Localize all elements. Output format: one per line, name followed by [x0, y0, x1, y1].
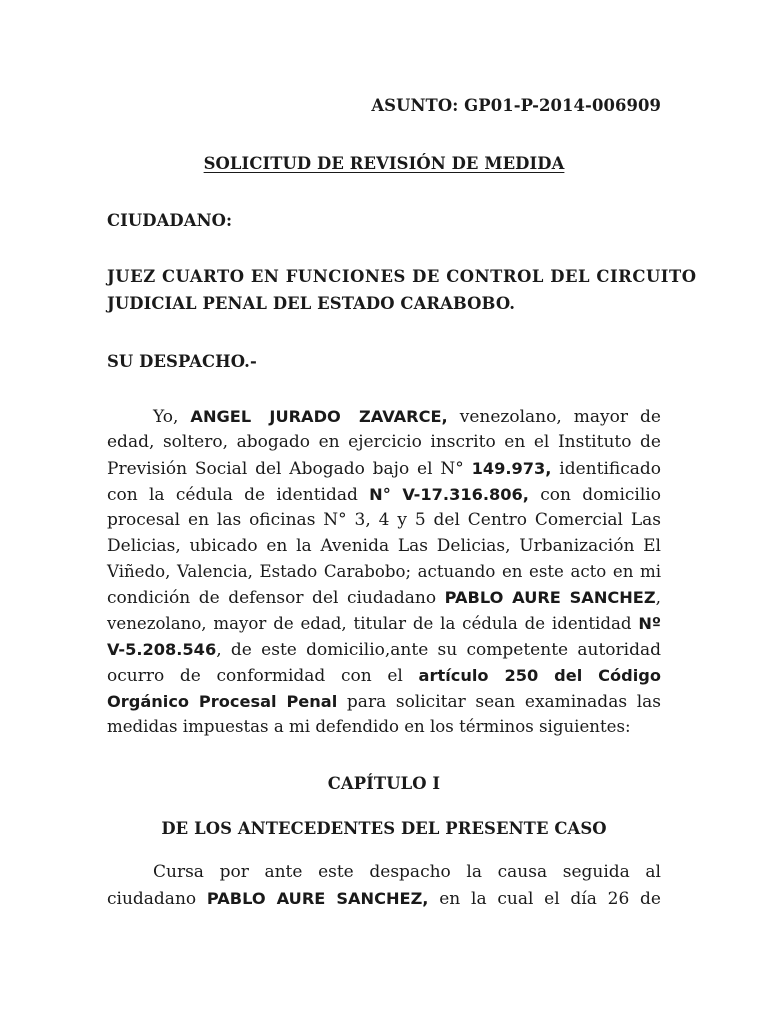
- paragraph-1-line-2: edad, soltero, abogado en ejercicio inscrito en el Instituto de: [107, 432, 661, 452]
- p1-l4-id-bold: N° V-17.316.806,: [369, 485, 529, 504]
- paragraph-1-line-8: [107, 585, 661, 612]
- chapter-heading: CAPÍTULO I: [327, 774, 441, 793]
- p1-l3-text-a: Previsión Social del Abogado bajo el N°: [107, 459, 472, 479]
- paragraph-1-line-12: [107, 689, 661, 716]
- document-title-text: SOLICITUD DE REVISIÓN DE MEDIDA: [203, 154, 565, 173]
- p1-l10-text-b: , de este domicilio,ante su competente autoridad: [216, 640, 661, 660]
- juez-line-2: JUDICIAL PENAL DEL ESTADO CARABOBO.: [107, 294, 516, 313]
- antecedentes-heading: DE LOS ANTECEDENTES DEL PRESENTE CASO: [161, 819, 607, 838]
- paragraph-1-line-11: [107, 663, 661, 690]
- paragraph-2-line-2: [107, 886, 661, 913]
- paragraph-2-line-1: Cursa por ante este despacho la causa seguida al: [153, 862, 661, 882]
- p1-l8-text-a: condición de defensor del ciudadano: [107, 588, 445, 608]
- paragraph-1-line-13: medidas impuestas a mi defendido en los términos siguientes:: [107, 717, 631, 736]
- p1-l1-text-c: venezolano, mayor de: [447, 407, 661, 427]
- ciudadano-heading: CIUDADANO:: [107, 211, 233, 230]
- p1-l9-no-bold: Nº: [638, 614, 661, 633]
- p1-l8-text-c: ,: [655, 588, 662, 608]
- p1-l3-number-bold: 149.973,: [471, 459, 552, 478]
- p2-l2-text-c: en la cual el día 26 de: [428, 889, 661, 909]
- p1-l4-text-a: con la cédula de identidad: [107, 485, 370, 505]
- p1-l12-text-b: para solicitar sean examinadas las: [337, 692, 661, 712]
- p1-l11-text-a: ocurro de conformidad con el: [107, 666, 419, 686]
- p1-l10-id-bold: V-5.208.546: [107, 640, 217, 659]
- paragraph-1-line-6: Delicias, ubicado en la Avenida Las Delicias, Urbanización El: [107, 536, 661, 556]
- juez-line-1: JUEZ CUARTO EN FUNCIONES DE CONTROL DEL CIRCUITO: [107, 267, 697, 286]
- paragraph-1-line-7: Viñedo, Valencia, Estado Carabobo; actuando en este acto en mi: [107, 562, 661, 581]
- p1-l1-name-bold: ANGEL JURADO ZAVARCE,: [190, 407, 448, 426]
- despacho-line: SU DESPACHO.-: [107, 352, 257, 371]
- asunto-line: ASUNTO: GP01-P-2014-006909: [371, 96, 661, 115]
- paragraph-1-line-3: [107, 456, 661, 483]
- document-title: [107, 154, 661, 173]
- p1-l9-text-a: venezolano, mayor de edad, titular de la cédula de identidad: [107, 614, 639, 633]
- paragraph-1-line-5: procesal en las oficinas N° 3, 4 y 5 del Centro Comercial Las: [107, 510, 661, 530]
- paragraph-1-line-9: [107, 611, 661, 637]
- paragraph-1-line-1: [107, 404, 661, 431]
- p2-l2-text-a: ciudadano: [107, 889, 207, 909]
- p1-l12-code-bold: Orgánico Procesal Penal: [107, 692, 338, 711]
- paragraph-1-line-4: [107, 482, 661, 509]
- p1-l4-text-c: con domicilio: [528, 485, 661, 505]
- p1-l1-text-a: Yo,: [153, 407, 191, 427]
- paragraph-1-line-10: [107, 637, 661, 664]
- p1-l8-name-bold: PABLO AURE SANCHEZ: [444, 588, 656, 607]
- p1-l3-text-c: identificado: [551, 459, 661, 479]
- p2-l2-name-bold: PABLO AURE SANCHEZ,: [206, 889, 429, 908]
- p1-l11-article-bold: artículo 250 del Código: [418, 666, 662, 685]
